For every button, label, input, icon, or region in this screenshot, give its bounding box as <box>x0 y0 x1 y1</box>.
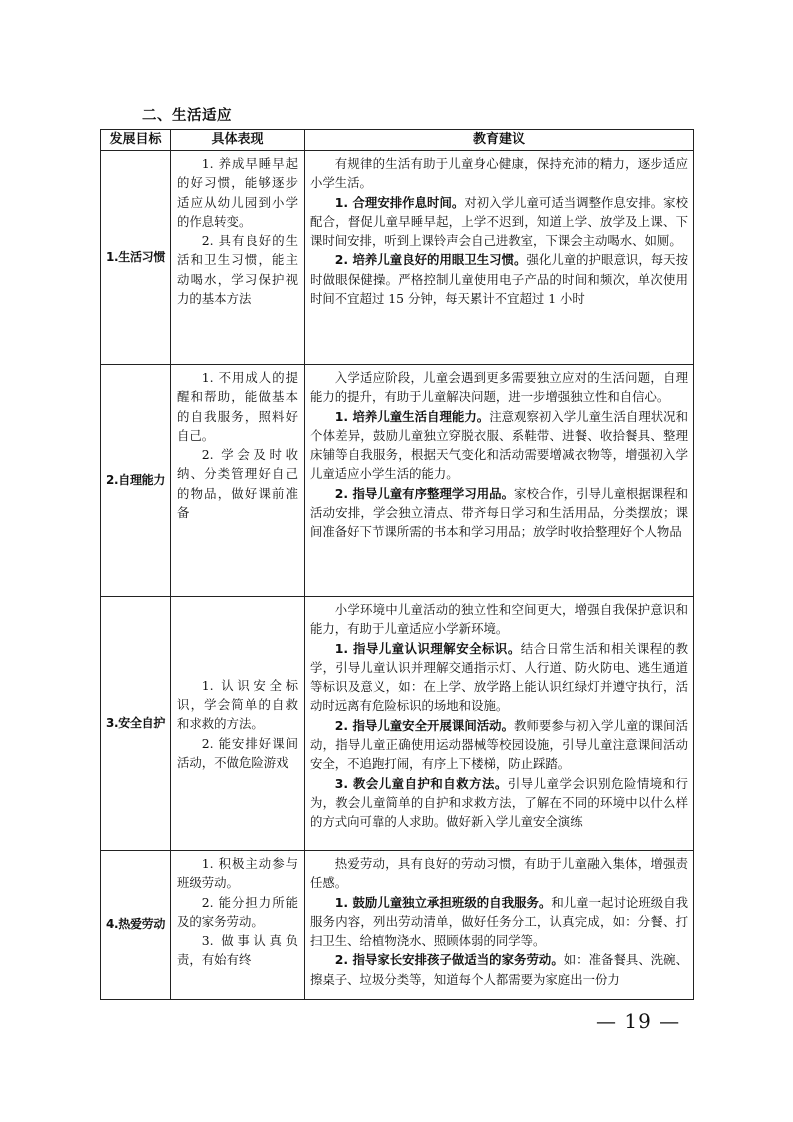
suggestion-cell <box>305 365 694 597</box>
table-row <box>101 365 694 597</box>
page-number: — 19 — <box>596 1009 681 1033</box>
suggestion-intro: 有规律的生活有助于儿童身心健康，保持充沛的精力，逐步适应小学生活。 <box>310 156 688 191</box>
guidance-table <box>100 129 694 1000</box>
suggestion-text: 注意观察初入学儿童生活自理状况和个体差异，鼓励儿童独立穿脱衣服、系鞋带、进餐、收拾餐具、整理床铺等自我服务，根据天气变化和活动需要增减衣物等，增强初入学儿童适应小学生活的能力。 <box>310 408 688 482</box>
suggestion-heading: 2. 指导家长安排孩子做适当的家务劳动。 <box>334 952 564 968</box>
suggestion-item <box>310 250 688 308</box>
header-suggestion: 教育建议 <box>305 130 694 151</box>
suggestion-cell <box>305 851 694 1000</box>
suggestion-item <box>310 950 688 989</box>
suggestion-text: 和儿童一起讨论班级自我服务内容，列出劳动清单，做好任务分工，认真完成，如：分餐、打扫卫生、给植物浇水、照顾体弱的同学等。 <box>310 894 688 949</box>
suggestion-intro: 入学适应阶段，儿童会遇到更多需要独立应对的生活问题，自理能力的提升，有助于儿童解决问题，进一步增强独立性和自信心。 <box>310 370 688 405</box>
suggestion-heading: 2. 指导儿童有序整理学习用品。 <box>334 485 515 501</box>
header-goal: 发展目标 <box>101 130 171 151</box>
suggestion-intro: 热爱劳动，具有良好的劳动习惯，有助于儿童融入集体，增强责任感。 <box>310 856 688 891</box>
suggestion-heading: 1. 指导儿童认识理解安全标识。 <box>334 640 521 656</box>
table-row <box>101 851 694 1000</box>
suggestion-heading: 2. 指导儿童安全开展课间活动。 <box>334 717 515 733</box>
performance-item: 2. 具有良好的生活和卫生习惯，能主动喝水，学习保护视力的基本方法 <box>177 233 298 307</box>
suggestion-text: 强化儿童的护眼意识，每天按时做眼保健操。严格控制儿童使用电子产品的时间和频次，单次使用时间不宜超过 15 分钟，每天累计不宜超过 1 小时 <box>310 252 688 307</box>
table-row <box>101 151 694 365</box>
table-row <box>101 597 694 851</box>
goal-cell: 4.热爱劳动 <box>101 851 171 1000</box>
suggestion-item <box>310 716 688 774</box>
suggestion-text: 结合日常生活和相关课程的教学，引导儿童认识并理解交通指示灯、人行道、防火防电、逃生通道等标识及意义，如：在上学、放学路上能认识红绿灯并遵守执行，活动时远离有危险标识的场地和设施。 <box>310 640 688 714</box>
suggestion-text: 对初入学儿童可适当调整作息安排。家校配合，督促儿童早睡早起，上学不迟到，知道上学、放学及上课、下课时间安排，听到上课铃声会自己进教室，下课会主动喝水、如厕。 <box>310 194 688 249</box>
header-performance: 具体表现 <box>171 130 305 151</box>
suggestion-intro: 小学环境中儿童活动的独立性和空间更大，增强自我保护意识和能力，有助于儿童适应小学新环境。 <box>310 602 688 637</box>
suggestion-heading: 1. 鼓励儿童独立承担班级的自我服务。 <box>334 894 552 910</box>
goal-cell: 3.安全自护 <box>101 597 171 851</box>
performance-item: 2. 学会及时收纳、分类管理好自己的物品，做好课前准备 <box>177 447 298 521</box>
performance-item: 1. 积极主动参与班级劳动。 <box>177 856 298 891</box>
suggestion-heading: 2. 培养儿童良好的用眼卫生习惯。 <box>334 252 527 268</box>
suggestion-cell <box>305 151 694 365</box>
suggestion-item <box>310 893 688 951</box>
performance-item: 1. 不用成人的提醒和帮助，能做基本的自我服务，照料好自己。 <box>177 370 298 443</box>
section-title: 二、生活适应 <box>142 108 232 124</box>
goal-cell: 1.生活习惯 <box>101 151 171 365</box>
performance-item: 2. 能分担力所能及的家务劳动。 <box>177 894 298 929</box>
suggestion-item <box>310 774 688 832</box>
suggestion-item <box>310 193 688 251</box>
suggestion-text: 教师要参与初入学儿童的课间活动，指导儿童正确使用运动器械等校园设施，引导儿童注意课间活动安全，不追跑打闹，有序上下楼梯，防止踩踏。 <box>310 717 688 772</box>
suggestion-heading: 3. 教会儿童自护和自救方法。 <box>334 775 508 791</box>
suggestion-item <box>310 639 688 716</box>
performance-cell <box>171 151 305 365</box>
suggestion-item <box>310 407 688 484</box>
suggestion-text: 如：准备餐具、洗碗、擦桌子、垃圾分类等，知道每个人都需要为家庭出一份力 <box>310 952 688 987</box>
table-header-row <box>101 130 694 151</box>
suggestion-heading: 1. 合理安排作息时间。 <box>334 194 465 210</box>
performance-item: 1. 认识安全标识，学会简单的自救和求救的方法。 <box>177 677 298 732</box>
suggestion-heading: 1. 培养儿童生活自理能力。 <box>334 408 490 424</box>
suggestion-text: 引导儿童学会识别危险情境和行为，教会儿童简单的自护和求救方法，了解在不同的环境中以什么样的方式向可靠的人求助。做好新入学儿童安全演练 <box>310 775 688 830</box>
performance-item: 1. 养成早睡早起的好习惯，能够逐步适应从幼儿园到小学的作息转变。 <box>177 156 298 229</box>
performance-cell <box>171 597 305 851</box>
suggestion-text: 家校合作，引导儿童根据课程和活动安排，学会独立清点、带齐每日学习和生活用品，分类摆放；课间准备好下节课所需的书本和学习用品；放学时收拾整理好个人物品 <box>310 485 688 540</box>
performance-cell <box>171 851 305 1000</box>
performance-item: 3. 做事认真负责，有始有终 <box>177 933 298 968</box>
performance-cell <box>171 365 305 597</box>
suggestion-cell <box>305 597 694 851</box>
suggestion-item <box>310 484 688 542</box>
performance-item: 2. 能安排好课间活动，不做危险游戏 <box>177 735 298 770</box>
goal-cell: 2.自理能力 <box>101 365 171 597</box>
